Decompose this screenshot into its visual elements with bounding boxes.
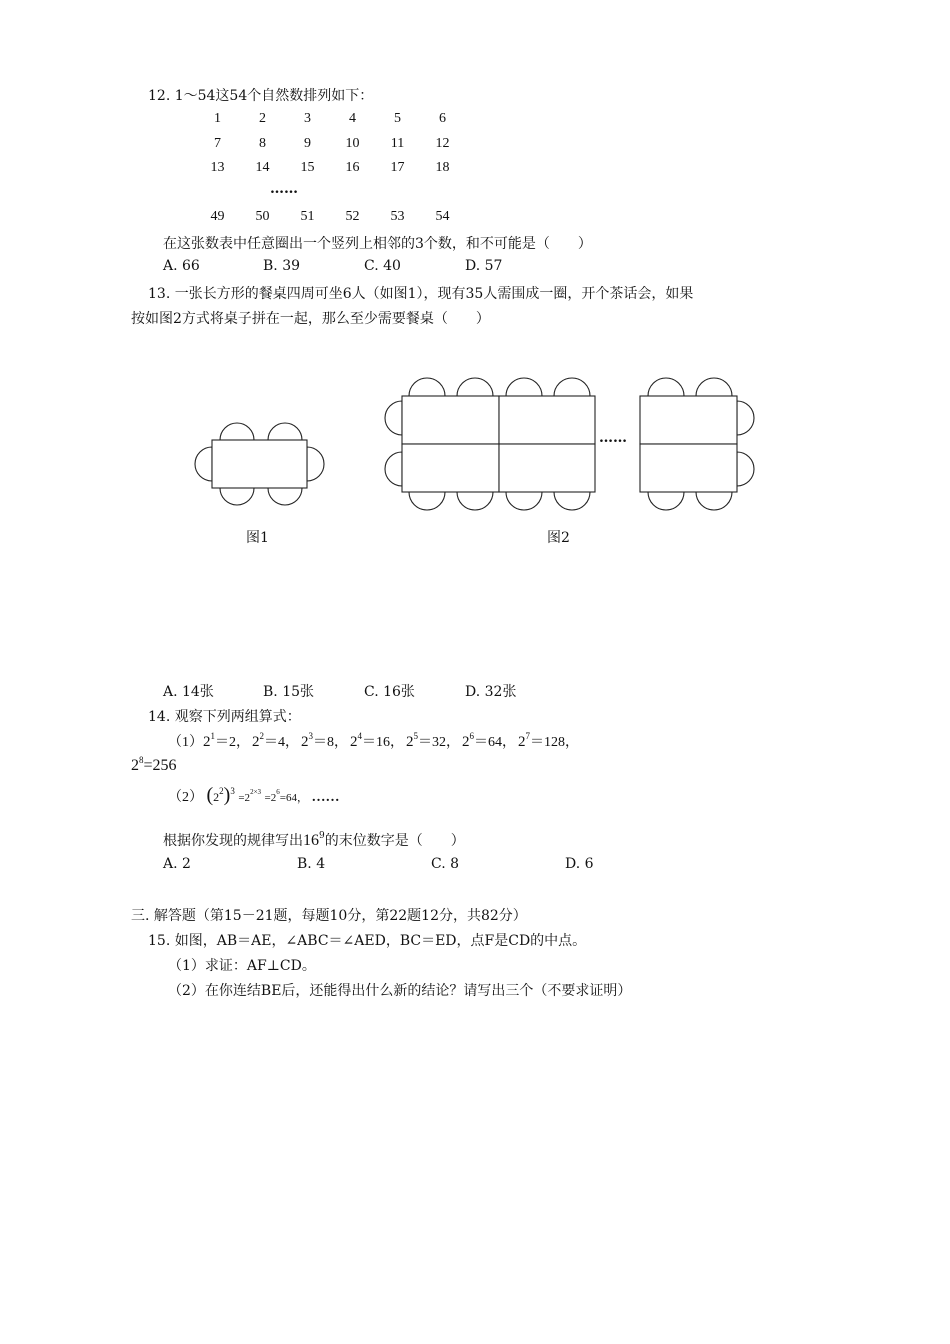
power-expression: $2^6=64$， [462,731,516,750]
table-ellipsis: …… [270,181,298,197]
power-expression: $2^7=128$， [518,731,579,750]
q15-part2: （2）在你连结BE后，还能得出什么新的结论？请写出三个（不要求证明） [168,983,632,999]
table-cell: 49 [210,209,225,225]
table-cell: 15 [300,160,315,176]
table-cell: 54 [435,209,450,225]
q13-option-a: A. 14张 [163,684,214,700]
table-cell: 5 [394,111,401,127]
power-expression: $2^2=4$， [252,731,299,750]
table-cell: 53 [390,209,405,225]
fig1-table [212,440,307,488]
fig2-ellipsis: …… [599,430,627,446]
table-cell: 9 [304,135,311,151]
q12-option-a: A. 66 [163,258,200,274]
table-cell: 17 [390,160,405,176]
q14-stem: 14. 观察下列两组算式： [148,709,301,725]
power-expression: $2^3=8$， [301,731,348,750]
q12-option-d: D. 57 [465,258,503,274]
power-expression: $2^5=32$， [406,731,460,750]
table-cell: 4 [349,111,356,127]
fig2-tables [402,396,737,492]
q15-stem: 15. 如图，AB＝AE，∠ABC＝∠AED，BC＝ED，点F是CD的中点。 [148,933,587,949]
table-cell: 11 [390,135,405,151]
q14-option-a: A. 2 [163,856,191,872]
q14-line1-continued: $2^8=256$ [131,755,177,774]
table-cell: 8 [259,135,266,151]
q13-stem-line1: 13. 一张长方形的餐桌四周可坐6人（如图1），现有35人需围成一圈，开个茶话会，如果 [148,286,694,302]
table-cell: 18 [435,160,450,176]
q15-part1: （1）求证：AF⊥CD。 [168,958,316,974]
q14-line2-prefix: （2） [168,790,203,805]
table-cell: 16 [345,160,360,176]
table-cell: 12 [435,135,450,151]
table-cell: 50 [255,209,270,225]
fig2-caption: 图2 [547,530,570,546]
q14-question: 根据你发现的规律写出$16^9$的末位数字是（ ） [163,831,465,849]
table-cell: 6 [439,111,446,127]
q12-option-b: B. 39 [263,258,301,274]
q13-option-d: D. 32张 [465,684,517,700]
table-cell: 10 [345,135,360,151]
table-cell: 2 [259,111,266,127]
q14-line2: （2） $(2^2)^3 =2^{2\times 3} =2^6=64$， …… [168,784,340,806]
table-cell: 51 [300,209,315,225]
q13-stem-line2: 按如图2方式将桌子拼在一起，那么至少需要餐桌（ ） [131,311,490,327]
q12-question: 在这张数表中任意圈出一个竖列上相邻的3个数，和不可能是（ ） [163,236,592,252]
q13-option-c: C. 16张 [364,684,415,700]
q13-option-b: B. 15张 [263,684,315,700]
table-cell: 1 [214,111,221,127]
q14-option-c: C. 8 [431,856,460,872]
q12-stem: 12. 1～54这54个自然数排列如下： [148,88,374,104]
table-cell: 3 [304,111,311,127]
table-figures [0,0,950,560]
q14-option-b: B. 4 [297,856,326,872]
table-cell: 14 [255,160,270,176]
power-expression: $2^1=2$， [203,731,250,750]
fig1-caption: 图1 [246,530,269,546]
table-cell: 13 [210,160,225,176]
table-cell: 52 [345,209,360,225]
q14-line1 [168,731,581,751]
q14-option-d: D. 6 [565,856,594,872]
q14-line1-prefix: （1） [168,735,203,750]
section3-heading: 三. 解答题（第15－21题，每题10分，第22题12分，共82分） [131,908,527,924]
table-cell: 7 [214,135,221,151]
power-expression: $2^4=16$， [350,731,404,750]
q12-option-c: C. 40 [364,258,401,274]
